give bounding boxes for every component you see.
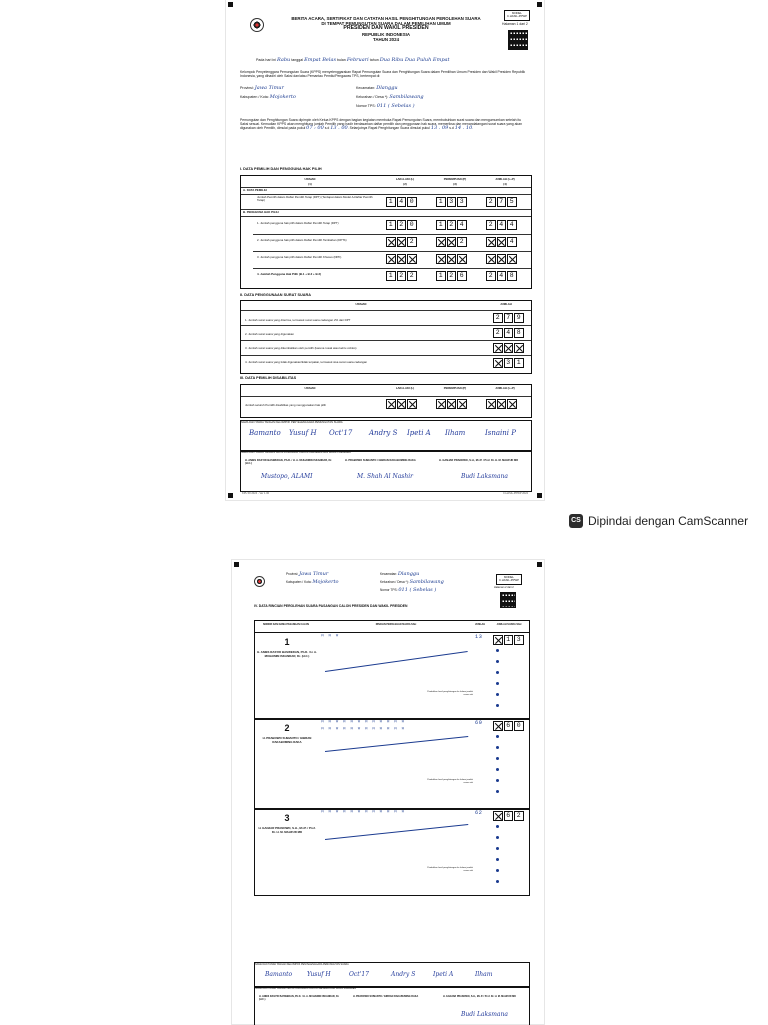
col-number: (1) — [308, 182, 312, 186]
b2-total-boxes — [486, 237, 517, 247]
b2-total-digit — [486, 237, 496, 247]
camscanner-text: Dipindai dengan CamScanner — [588, 514, 749, 528]
scan-corner-mark — [537, 493, 542, 498]
scan-corner-mark — [537, 2, 542, 7]
section-voter-data-title: I. DATA PEMILIH DAN PENGGUNA HAK PILIH — [240, 167, 322, 171]
witness-signature-title: NAMA DAN TANDA TANGAN SAKSI PASANGAN CALON PRESIDEN DAN WAKIL PRESIDEN — [241, 451, 351, 454]
col-header-total: JUMLAH SUARA SAH — [496, 623, 522, 626]
scan-corner-mark — [537, 562, 542, 567]
kpps-signature: Oct'17 — [349, 971, 369, 978]
col-header-candidate: NOMOR DAN NAMA PASANGAN CALON — [262, 623, 310, 626]
row-b1-label: 1. Jumlah pengguna hak pilih dalam Daftar Pemilih Tetap (DPT) — [257, 221, 339, 225]
s2-digit: 8 — [514, 328, 524, 338]
b4-female-digit: 6 — [457, 271, 467, 281]
camscanner-icon: CS — [569, 514, 583, 528]
disability-total-boxes — [486, 399, 517, 409]
province-field: Provinsi: Jawa Timur — [240, 85, 284, 91]
col-header-total: JUMLAH (L+P) — [495, 177, 515, 181]
b4-total-digit: 4 — [497, 271, 507, 281]
s3-digit — [504, 343, 514, 353]
witness-signature: Budi Laksmana — [461, 1011, 508, 1018]
procedure-paragraph: Pemungutan dan Penghitungan Suara dipimpin oleh Ketua KPPS dengan bagian kegiatan membuka Rapat Pemungutan Suara, membubuhkan surat suara dan mengumumkan setelah itu Saksi sesuai. Kemudian KPPS akan menghitung jumlah Pemilih yang hadir berdasarkan daftar pemilih dan penggunaan hak suara, memeriksa dan menandatangani surat suara yang akan digunakan oleh Pemilih, dimulai pada pukul 07 : 00 s.d 13 . 00. Selanjutnya Rapat Penghitungan Suara dimulai pukul 13 . 09 s.d 14 . 10. — [240, 118, 522, 132]
disability-male-digit — [407, 399, 417, 409]
witness-signature-title: NAMA DAN TANDA TANGAN SAKSI PASANGAN CALON PRESIDEN DAN WAKIL PRESIDEN — [255, 987, 357, 990]
village-field: Kelurahan / Desa *): Sambilawang — [356, 94, 424, 100]
b4-total-digit: 8 — [507, 271, 517, 281]
col-number: (2) — [403, 182, 407, 186]
dpt-male-value: 1 — [386, 197, 396, 207]
date-line: Pada hari ini Rabu tanggal Empat Belas bulan Februari tahun Dua Ribu Dua Puluh Empat — [256, 57, 450, 63]
tally-dot — [496, 847, 499, 850]
col-header-total: JUMLAH (L+P) — [495, 386, 515, 390]
b1-male-boxes — [386, 220, 417, 230]
b2-total-digit — [497, 237, 507, 247]
ballot-data-table — [240, 300, 532, 374]
b1-total-digit: 4 — [507, 220, 517, 230]
b3-female-boxes — [436, 254, 467, 264]
tally-subtotal: 62 — [475, 810, 483, 816]
b4-female-digit: 1 — [436, 271, 446, 281]
province-field-p2: Provinsi: Jawa Timur — [286, 571, 329, 577]
district-field: Kecamatan: Dlanggu — [356, 85, 398, 91]
row-disability-label: Jumlah seluruh Pemilih disabilitas yang menggunakan hak pilih — [245, 403, 326, 407]
tally-marks: ꟸ ꟸ ꟸ ꟸ ꟸ ꟸ ꟸ ꟸ ꟸ ꟸ ꟸ ꟸ — [321, 720, 405, 726]
candidate-total-digit — [493, 635, 503, 645]
tally-dot — [496, 836, 499, 839]
s4-digit: 1 — [514, 358, 524, 368]
candidate-name: H. GANJAR PRANOWO, S.H., M.I.P. / Prof. Dr. H. M. MAHFUD MD — [258, 826, 316, 834]
intro-paragraph: Kelompok Penyelenggara Pemungutan Suara (KPPS) menyelenggarakan Rapat Pemungutan Suara dan Penghitungan Suara dalam Pemilihan Umum Presiden dan Wakil Presiden Republik Indonesia, yang dihadiri oleh Saksi dan/atau Pemantau Pemilu/Pengawas TPS, bertempat di: — [240, 70, 526, 79]
regency-field-p2: Kabupaten / Kota: Mojokerto — [286, 579, 339, 585]
col-header-total: JUMLAH — [500, 302, 512, 306]
disability-female-digit — [436, 399, 446, 409]
tally-dot — [496, 704, 499, 707]
dpt-female-boxes — [436, 197, 467, 207]
witness-1-name: H. ANIES RASYID BASWEDAN, Ph.D. / H. A. MUHAIMIN ISKANDAR, Dr. (H.C.) — [259, 995, 340, 1002]
disability-total-digit — [507, 399, 517, 409]
b3-male-digit — [407, 254, 417, 264]
disability-total-digit — [486, 399, 496, 409]
row-s4-label: 4. Jumlah surat suara yang tidak digunakan/tidak terpakai, termasuk sisa surat suara cadangan — [245, 360, 368, 364]
col-number: (3) — [453, 182, 457, 186]
b2-male-boxes — [386, 237, 417, 247]
disability-total-digit — [497, 399, 507, 409]
candidate-total-boxes — [493, 721, 524, 731]
disability-female-boxes — [436, 399, 467, 409]
tps-field-p2: Nomor TPS: 011 ( Sebelas ) — [380, 587, 437, 593]
qr-code-icon — [500, 592, 516, 608]
dpt-male-boxes — [386, 197, 417, 207]
disability-male-digit — [397, 399, 407, 409]
transfer-note: Pindahkan hasil penghitungan ke kolom jumlah suara sah — [427, 779, 473, 784]
s1-digit: 9 — [514, 313, 524, 323]
candidate-total-digit: 3 — [514, 635, 524, 645]
kpps-signature: Andry S — [391, 971, 416, 978]
witness-3-name: H. GANJAR PRANOWO, S.H., M.I.P. / Prof. Dr. H. M. MAHFUD MD — [443, 995, 516, 998]
b2-female-digit — [436, 237, 446, 247]
b1-male-digit: 1 — [386, 220, 396, 230]
tally-dot — [496, 660, 499, 663]
b2-male-digit — [386, 237, 396, 247]
b4-male-digit: 2 — [397, 271, 407, 281]
b3-male-digit — [397, 254, 407, 264]
col-number: (4) — [503, 182, 507, 186]
page-label: Halaman 1 dari 2 — [502, 22, 528, 26]
b3-total-boxes — [486, 254, 517, 264]
disability-female-digit — [447, 399, 457, 409]
witness-signature: M. Shah Al Nashir — [357, 473, 413, 480]
b1-female-digit: 1 — [436, 220, 446, 230]
tally-strike-line — [325, 651, 468, 672]
s4-digit — [493, 358, 503, 368]
candidate-total-boxes — [493, 635, 524, 645]
s2-digit: 4 — [504, 328, 514, 338]
form-page-2 — [232, 560, 544, 1024]
dpt-female-value: 3 — [447, 197, 457, 207]
candidate-number: 2 — [284, 723, 290, 733]
dpt-female-value: 1 — [436, 197, 446, 207]
b3-total-digit — [507, 254, 517, 264]
b3-total-digit — [486, 254, 496, 264]
b1-total-digit: 4 — [497, 220, 507, 230]
b3-male-digit — [386, 254, 396, 264]
dpt-total-value: 5 — [507, 197, 517, 207]
row-b2-label: 2. Jumlah pengguna hak pilih dalam Daftar Pemilih Tambahan (DPTb) — [257, 238, 347, 242]
tally-dot — [496, 693, 499, 696]
document-title: BERITA ACARA, SERTIFIKAT DAN CATATAN HASIL PENGHITUNGAN PEROLEHAN SUARA DI TEMPAT PEMUNGUTAN SUARA DALAM PEMILIHAN UMUM PRESIDEN DAN WAKIL PRESIDEN REPUBLIK INDONESIA TAHUN 2024 — [291, 16, 481, 42]
section-disability-title: III. DATA PEMILIH DISABILITAS — [240, 376, 297, 380]
tally-dot — [496, 671, 499, 674]
candidate-name: H. ANIES RASYID BASWEDAN, Ph.D. / H. A. MUHAIMIN ISKANDAR, Dr. (H.C.) — [257, 650, 317, 658]
s3-digit — [493, 343, 503, 353]
tally-dot — [496, 649, 499, 652]
b4-female-digit: 2 — [447, 271, 457, 281]
col-header-sum: JUMLAH — [475, 623, 485, 626]
b1-female-boxes — [436, 220, 467, 230]
candidate-total-boxes — [493, 811, 524, 821]
scan-corner-mark — [228, 2, 233, 7]
kpps-signature: Oct'17 — [329, 429, 353, 437]
candidate-number: 1 — [284, 637, 290, 647]
witness-3-name: H. GANJAR PRANOWO, S.H., M.I.P. / Prof. Dr. H. M. MAHFUD MD — [439, 459, 519, 462]
col-header-tally: RINCIAN PEROLEHAN SUARA SAH — [375, 623, 417, 626]
kpps-signature: Ilham — [445, 429, 466, 437]
candidate-2-block — [254, 718, 530, 810]
row-b4-label: 4. Jumlah Pengguna Hak Pilih (B.1 + B.2 + B.3) — [257, 272, 321, 276]
b4-male-digit: 2 — [407, 271, 417, 281]
s1-total-boxes — [493, 313, 524, 323]
kpps-signature: Yusuf H — [307, 971, 331, 978]
b4-male-digit: 1 — [386, 271, 396, 281]
scan-corner-mark — [234, 562, 239, 567]
tally-dot — [496, 746, 499, 749]
tally-dot — [496, 735, 499, 738]
tally-marks: ꟸ ꟸ ꟸ — [321, 634, 340, 640]
b1-male-digit: 2 — [397, 220, 407, 230]
s4-total-boxes — [493, 358, 524, 368]
regency-field: Kabupaten / Kota: Mojokerto — [240, 94, 296, 100]
tally-marks: ꟸ ꟸ ꟸ ꟸ ꟸ ꟸ ꟸ ꟸ ꟸ ꟸ ꟸ ꟸ — [321, 727, 405, 733]
kpps-signature: Yusuf H — [289, 429, 317, 437]
form-code-box: MODEL C.HASIL-PPWP — [504, 10, 530, 21]
b4-total-boxes — [486, 271, 517, 281]
voter-data-table — [240, 175, 532, 289]
candidate-1-block — [254, 632, 530, 720]
b2-female-digit: 2 — [457, 237, 467, 247]
tally-dot — [496, 880, 499, 883]
candidate-total-digit — [493, 721, 503, 731]
dpt-total-boxes — [486, 197, 517, 207]
tally-strike-line — [325, 824, 468, 840]
kpps-signature: Andry S — [369, 429, 398, 437]
col-header-male: LAKI-LAKI (L) — [395, 177, 415, 181]
kpps-signature: Bamanto — [249, 429, 281, 437]
row-dpt-label: Jumlah Pemilih dalam Daftar Pemilih Tetap (DPT) (Terdapat dalam Model A-Daftar Pemilih Tetap) — [257, 195, 373, 203]
dpt-female-value: 3 — [457, 197, 467, 207]
form-code-box: MODEL C.HASIL-PPWP — [496, 574, 522, 585]
b2-male-digit: 2 — [407, 237, 417, 247]
b3-female-digit — [447, 254, 457, 264]
s2-total-boxes — [493, 328, 524, 338]
village-field-p2: Kelurahan / Desa *): Sambilawang — [380, 579, 444, 585]
dpt-male-value: 4 — [397, 197, 407, 207]
tally-marks: ꟸ ꟸ ꟸ ꟸ ꟸ ꟸ ꟸ ꟸ ꟸ ꟸ ꟸ ꟸ — [321, 810, 405, 816]
tally-dot — [496, 790, 499, 793]
row-s3-label: 3. Jumlah surat suara yang dikembalikan oleh pemilih (karena rusak atau keliru coblos) — [245, 346, 357, 350]
candidate-total-digit: 2 — [514, 811, 524, 821]
kpps-signature-box — [240, 420, 532, 452]
disability-table — [240, 384, 532, 418]
row-s2-label: 2. Jumlah surat suara yang digunakan — [245, 332, 295, 336]
b1-male-digit: 0 — [407, 220, 417, 230]
page-footer-right: C.HASIL-PPWP 2024 — [502, 492, 528, 495]
tally-dot — [496, 779, 499, 782]
dpt-total-value: 7 — [497, 197, 507, 207]
b1-total-digit: 2 — [486, 220, 496, 230]
b3-total-digit — [497, 254, 507, 264]
candidate-total-digit: 0 — [514, 721, 524, 731]
s3-digit — [514, 343, 524, 353]
scan-corner-mark — [228, 493, 233, 498]
kpps-signature-title: NAMA DAN TANDA TANGAN KELOMPOK PENYELENGGARA PEMUNGUTAN SUARA — [241, 421, 343, 424]
b2-female-digit — [447, 237, 457, 247]
kpps-signature-title: NAMA DAN TANDA TANGAN KELOMPOK PENYELENGGARA PEMUNGUTAN SUARA — [255, 963, 349, 966]
tally-dot — [496, 869, 499, 872]
witness-signature-box — [240, 450, 532, 492]
section-vote-detail-title: IV. DATA RINCIAN PEROLEHAN SUARA PASANGAN CALON PRESIDEN DAN WAKIL PRESIDEN — [254, 604, 408, 608]
b3-female-digit — [457, 254, 467, 264]
candidate-number: 3 — [284, 813, 290, 823]
row-s1-label: 1. Jumlah surat suara yang diterima, termasuk surat suara cadangan 2% dari DPT — [245, 318, 351, 322]
witness-2-name: H. PRABOWO SUBIANTO / GIBRAN RAKABUMING RAKA — [345, 459, 416, 462]
section-ballot-data-title: II. DATA PENGGUNAAN SURAT SUARA — [240, 293, 311, 297]
s4-digit: 3 — [504, 358, 514, 368]
s1-digit: 7 — [504, 313, 514, 323]
tally-dot — [496, 682, 499, 685]
candidate-total-digit: 1 — [504, 635, 514, 645]
disability-female-digit — [457, 399, 467, 409]
tps-field: Nomor TPS: 011 ( Sebelas ) — [356, 103, 415, 109]
b2-female-boxes — [436, 237, 467, 247]
b4-male-boxes — [386, 271, 417, 281]
kpu-logo-icon — [254, 576, 265, 587]
witness-signature: Budi Laksmana — [461, 473, 508, 480]
disability-male-digit — [386, 399, 396, 409]
b4-total-digit: 2 — [486, 271, 496, 281]
transfer-note: Pindahkan hasil penghitungan ke kolom jumlah suara sah — [427, 691, 473, 696]
tally-dot — [496, 768, 499, 771]
col-header-uraian: URAIAN — [304, 177, 316, 181]
b3-male-boxes — [386, 254, 417, 264]
qr-code-icon — [508, 30, 528, 50]
witness-2-name: H. PRABOWO SUBIANTO / GIBRAN RAKABUMING RAKA — [353, 995, 419, 998]
b2-total-digit: 4 — [507, 237, 517, 247]
dpt-male-value: 0 — [407, 197, 417, 207]
camscanner-badge — [569, 514, 748, 528]
b4-female-boxes — [436, 271, 467, 281]
col-header-female: PEREMPUAN (P) — [443, 177, 467, 181]
section-a-label: A. DATA PEMILIH — [243, 188, 267, 192]
row-b3-label: 3. Jumlah pengguna hak pilih dalam Daftar Pemilih Khusus (DPK) — [257, 255, 342, 259]
dpt-total-value: 2 — [486, 197, 496, 207]
b1-female-digit: 2 — [447, 220, 457, 230]
tally-strike-line — [325, 736, 468, 752]
b1-female-digit: 4 — [457, 220, 467, 230]
kpps-signature: Isnaini P — [485, 429, 516, 437]
transfer-note: Pindahkan hasil penghitungan ke kolom jumlah suara sah — [427, 867, 473, 872]
s2-digit: 2 — [493, 328, 503, 338]
page-footer-left: KPU RI 2024 - Ver 1.00 — [242, 492, 270, 495]
witness-signature-box-p2 — [254, 986, 530, 1025]
tally-subtotal: 13 — [475, 634, 483, 640]
candidate-total-digit: 6 — [504, 721, 514, 731]
candidate-total-digit: 6 — [504, 811, 514, 821]
kpps-signature: Ipeti A — [433, 971, 454, 978]
b1-total-boxes — [486, 220, 517, 230]
kpps-signature: Bamanto — [265, 971, 293, 978]
witness-1-name: H. ANIES RASYID BASWEDAN, Ph.D. / H. A. MUHAIMIN ISKANDAR, Dr. (H.C.) — [245, 459, 332, 466]
b2-male-digit — [397, 237, 407, 247]
tally-subtotal: 60 — [475, 720, 483, 726]
witness-signature: Mustopo, ALAMI — [261, 473, 313, 480]
tally-dot — [496, 825, 499, 828]
disability-male-boxes — [386, 399, 417, 409]
candidate-name: H. PRABOWO SUBIANTO / GIBRAN RAKABUMING RAKA — [262, 736, 312, 744]
kpps-signature: Ipeti A — [407, 429, 431, 437]
col-header-male: LAKI-LAKI (L) — [395, 386, 415, 390]
tally-dot — [496, 858, 499, 861]
form-page-1 — [226, 0, 544, 500]
section-b-label: B. PENGGUNA HAK PILIH — [243, 210, 279, 214]
col-header-uraian: URAIAN — [304, 386, 316, 390]
page-label: Halaman 2 dari 2 — [494, 586, 514, 589]
s3-total-boxes — [493, 343, 524, 353]
district-field-p2: Kecamatan: Dlanggu — [380, 571, 420, 577]
col-header-uraian: URAIAN — [355, 302, 367, 306]
candidate-total-digit — [493, 811, 503, 821]
s1-digit: 2 — [493, 313, 503, 323]
candidate-3-block — [254, 808, 530, 896]
kpps-signature-box-p2 — [254, 962, 530, 988]
b3-female-digit — [436, 254, 446, 264]
col-header-female: PEREMPUAN (P) — [443, 386, 467, 390]
kpps-signature: Ilham — [475, 971, 493, 978]
tally-dot — [496, 757, 499, 760]
